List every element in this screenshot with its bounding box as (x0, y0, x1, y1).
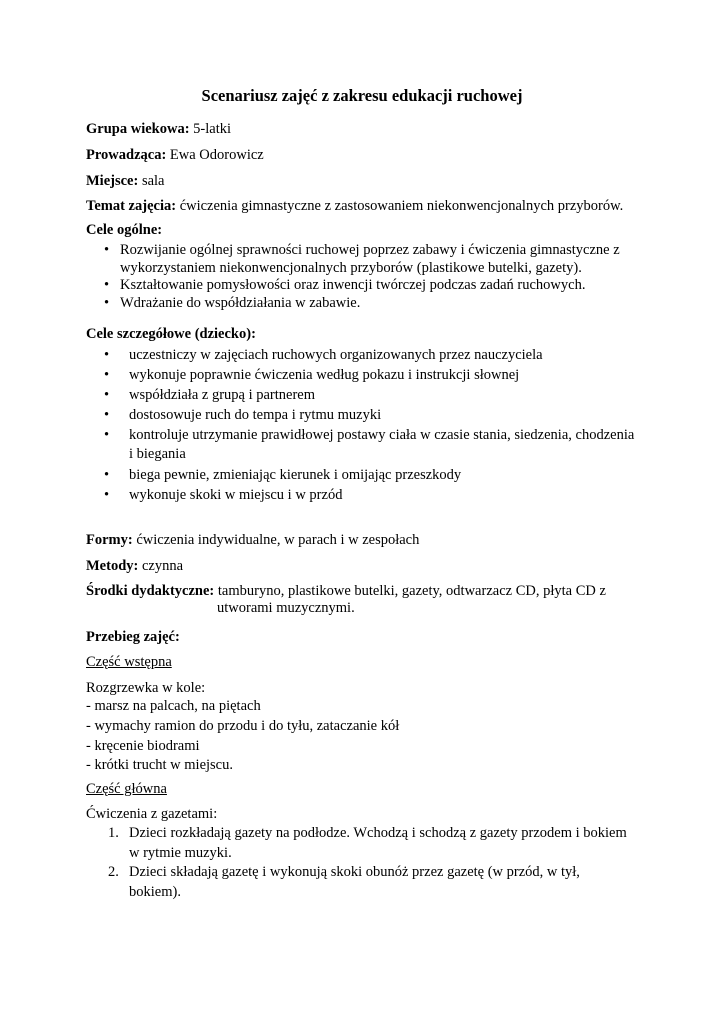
field-temat (86, 198, 623, 215)
field-label: Temat zajęcia: (86, 198, 177, 214)
field-label: Formy: (86, 532, 133, 548)
field-value: tamburyno, plastikowe butelki, gazety, odtwarzacz CD, płyta CD z (217, 583, 606, 599)
list-item-text: współdziała z grupą i partnerem (129, 387, 316, 403)
section-heading-wstepna: Część wstępna (86, 654, 172, 670)
field-value: 5-latki (193, 121, 232, 137)
intro-text: Ćwiczenia z gazetami: (86, 806, 218, 822)
list-item-text: Rozwijanie ogólnej sprawności ruchowej poprzez zabawy i ćwiczenia gimnastyczne z (120, 242, 620, 258)
field-formy (86, 532, 419, 549)
page-title: Scenariusz zajęć z zakresu edukacji ruchowej (201, 86, 523, 105)
przebieg-heading: Przebieg zajęć: (86, 629, 180, 645)
field-value: ćwiczenia indywidualne, w parach i w zespołach (136, 532, 420, 548)
section-heading-glowna: Część główna (86, 781, 167, 797)
field-value: Ewa Odorowicz (169, 147, 264, 163)
field-label: Miejsce: (86, 173, 139, 189)
list-item-text: wykorzystaniem niekonwencjonalnych przyborów (plastikowe butelki, gazety). (120, 260, 582, 276)
field-srodki (86, 583, 606, 600)
list-item-text: kontroluje utrzymanie prawidłowej postawy ciała w czasie stania, siedzenia, chodzenia (129, 427, 635, 443)
list-item: • (104, 467, 110, 483)
list-item-text: Dzieci składają gazetę i wykonują skoki obunóż przez gazetę (w przód, w tył, (129, 864, 580, 880)
cele-szczegolowe-heading: Cele szczegółowe (dziecko): (86, 326, 256, 342)
list-item-text: biega pewnie, zmieniając kierunek i omijając przeszkody (129, 467, 462, 483)
list-item-text: uczestniczy w zajęciach ruchowych organizowanych przez nauczyciela (129, 347, 543, 363)
list-item-text: i biegania (129, 446, 186, 462)
field-value: czynna (141, 558, 184, 574)
cele-ogolne-heading: Cele ogólne: (86, 222, 163, 238)
list-item-text: bokiem). (129, 884, 181, 900)
list-item: - kręcenie biodrami (86, 738, 200, 754)
list-item: • (104, 367, 110, 383)
list-number: 1. (108, 825, 119, 841)
field-label: Grupa wiekowa: (86, 121, 190, 137)
field-label: Środki dydaktyczne: (86, 583, 215, 599)
field-value: sala (141, 173, 165, 189)
list-item-text: wykonuje skoki w miejscu i w przód (129, 487, 343, 503)
list-item: • (104, 242, 110, 258)
field-label: Metody: (86, 558, 139, 574)
list-item: - krótki trucht w miejscu. (86, 757, 233, 773)
intro-text: Rozgrzewka w kole: (86, 680, 206, 696)
field-value-continued: utworami muzycznymi. (217, 600, 355, 616)
list-item: • (104, 487, 110, 503)
list-item: • (104, 407, 110, 423)
list-item-text: w rytmie muzyki. (129, 845, 232, 861)
list-item: • (104, 347, 110, 363)
list-item-text: Dzieci rozkładają gazety na podłodze. Wchodzą i schodzą z gazety przodem i bokiem (129, 825, 627, 841)
list-item: - wymachy ramion do przodu i do tyłu, zataczanie kół (86, 718, 400, 734)
list-item: • (104, 295, 110, 311)
field-metody (86, 558, 183, 575)
list-item: • (104, 277, 110, 293)
list-item-text: Kształtowanie pomysłowości oraz inwencji twórczej podczas zadań ruchowych. (120, 277, 586, 293)
list-number: 2. (108, 864, 119, 880)
list-item-text: wykonuje poprawnie ćwiczenia według pokazu i instrukcji słownej (129, 367, 520, 383)
list-item: - marsz na palcach, na piętach (86, 698, 261, 714)
field-prowadzaca (86, 147, 264, 164)
list-item: • (104, 427, 110, 443)
field-value: ćwiczenia gimnastyczne z zastosowaniem niekonwencjonalnych przyborów. (179, 198, 624, 214)
list-item: • (104, 387, 110, 403)
field-label: Prowadząca: (86, 147, 167, 163)
list-item-text: Wdrażanie do współdziałania w zabawie. (120, 295, 361, 311)
list-item-text: dostosowuje ruch do tempa i rytmu muzyki (129, 407, 382, 423)
field-miejsce (86, 173, 165, 190)
field-grupa (86, 121, 231, 138)
